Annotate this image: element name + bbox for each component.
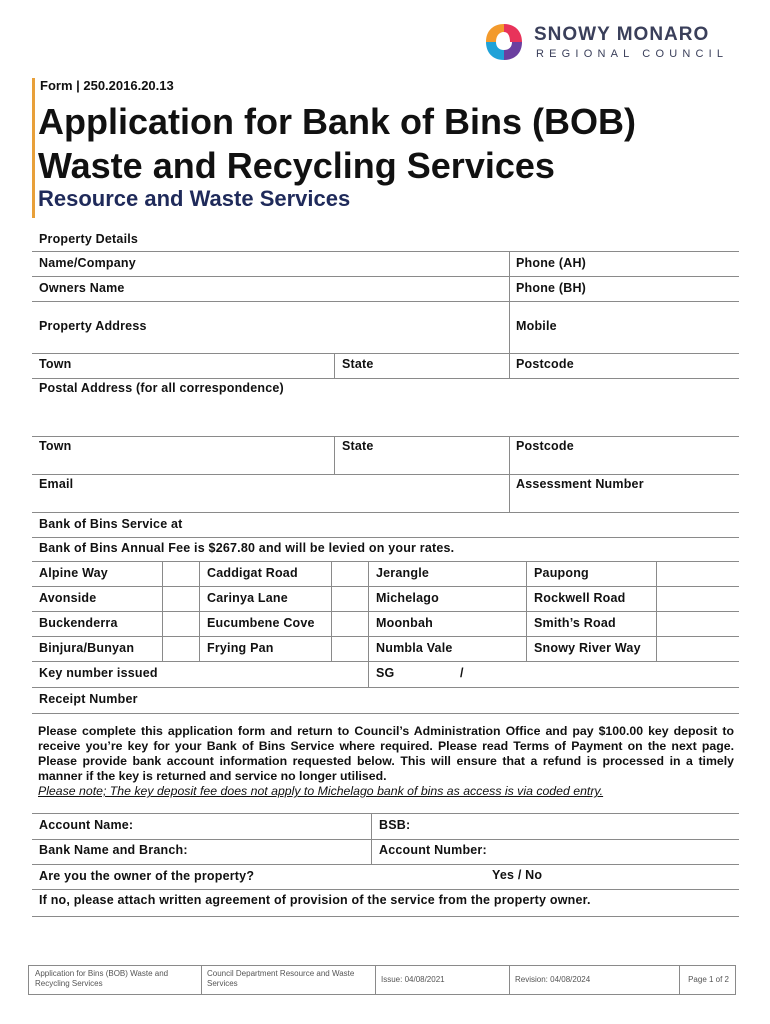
- council-subname: REGIONAL COUNCIL: [536, 48, 729, 60]
- council-logo-mark-icon: [484, 22, 524, 62]
- location-michelago: Michelago: [376, 591, 439, 605]
- checkbox-column-1[interactable]: [163, 562, 199, 660]
- title-line-2: Waste and Recycling Services: [38, 145, 555, 186]
- sg-label: SG: [376, 666, 395, 680]
- town-label: Town: [39, 357, 72, 371]
- owner-agreement-note: If no, please attach written agreement of provision of the service from the property owner.: [39, 893, 591, 907]
- council-name: SNOWY MONARO: [534, 24, 710, 45]
- location-alpine-way: Alpine Way: [39, 566, 108, 580]
- location-smiths-road: Smith’s Road: [534, 616, 616, 630]
- instructions-paragraph: [38, 724, 734, 799]
- footer-issue: Issue: 04/08/2021: [381, 975, 445, 984]
- footer-department: Council Department Resource and Waste Services: [207, 969, 355, 988]
- date-slash: /: [460, 666, 464, 680]
- location-numbla-vale: Numbla Vale: [376, 641, 453, 655]
- page-subtitle: Resource and Waste Services: [38, 186, 351, 211]
- instructions-text: Please complete this application form and return to Council’s Administration Office and pay $100.00 key deposit to receive you’re key for your Bank of Bins Service where required. Please read Terms of Payment on the next page. Please provide bank account information requested below. This will ensure that a refund is processed in a timely manner if the key is returned and service no longer utilised.: [38, 724, 734, 783]
- location-moonbah: Moonbah: [376, 616, 433, 630]
- location-frying-pan: Frying Pan: [207, 641, 274, 655]
- location-snowy-river-way: Snowy River Way: [534, 641, 641, 655]
- phone-ah-label[interactable]: Phone (AH): [516, 256, 587, 270]
- location-avonside: Avonside: [39, 591, 97, 605]
- page-title: [38, 100, 738, 188]
- mobile-label[interactable]: Mobile: [516, 319, 557, 333]
- email-label[interactable]: Email: [39, 477, 74, 491]
- checkbox-column-3[interactable]: [490, 562, 526, 660]
- location-binjura-bunyan: Binjura/Bunyan: [39, 641, 135, 655]
- location-buckenderra: Buckenderra: [39, 616, 118, 630]
- owner-question: Are you the owner of the property?: [39, 869, 255, 883]
- footer-page-number: Page 1 of 2: [688, 975, 729, 984]
- yes-no-choice[interactable]: Yes / No: [492, 868, 543, 882]
- location-jerangle: Jerangle: [376, 566, 430, 580]
- location-caddigat-road: Caddigat Road: [207, 566, 298, 580]
- location-paupong: Paupong: [534, 566, 589, 580]
- title-line-1: Application for Bank of Bins (BOB): [38, 101, 636, 142]
- footer-form-name: Application for Bins (BOB) Waste and Recycling Services: [35, 969, 169, 988]
- receipt-number-label: Receipt Number: [39, 692, 138, 706]
- phone-bh-label[interactable]: Phone (BH): [516, 281, 587, 295]
- account-number-label[interactable]: Account Number:: [379, 843, 487, 857]
- header-accent-bar: [32, 78, 35, 218]
- postal-address-label: Postal Address (for all correspondence): [39, 381, 284, 395]
- location-eucumbene-cove: Eucumbene Cove: [207, 616, 315, 630]
- bsb-label[interactable]: BSB:: [379, 818, 411, 832]
- postcode-label[interactable]: Postcode: [516, 357, 574, 371]
- property-details-heading: Property Details: [39, 232, 139, 246]
- footer-revision: Revision: 04/08/2024: [515, 975, 591, 984]
- key-number-label: Key number issued: [39, 666, 158, 680]
- service-at-label: Bank of Bins Service at: [39, 517, 183, 531]
- name-company-label: Name/Company: [39, 256, 136, 270]
- page-footer: [28, 965, 736, 995]
- council-logo: [484, 22, 734, 68]
- annual-fee-text: Bank of Bins Annual Fee is $267.80 and will be levied on your rates.: [39, 541, 455, 555]
- checkbox-column-2[interactable]: [332, 562, 368, 660]
- checkbox-column-4[interactable]: [657, 562, 739, 660]
- account-name-label[interactable]: Account Name:: [39, 818, 134, 832]
- postal-postcode-label[interactable]: Postcode: [516, 439, 574, 453]
- location-rockwell-road: Rockwell Road: [534, 591, 626, 605]
- form-number: Form | 250.2016.20.13: [40, 78, 174, 93]
- postal-state-label: State: [342, 439, 374, 453]
- bank-branch-label[interactable]: Bank Name and Branch:: [39, 843, 188, 857]
- postal-town-label: Town: [39, 439, 72, 453]
- instructions-note: Please note; The key deposit fee does not apply to Michelago bank of bins as access is via coded entry.: [38, 784, 604, 798]
- location-carinya-lane: Carinya Lane: [207, 591, 288, 605]
- owners-name-label: Owners Name: [39, 281, 125, 295]
- property-address-label: Property Address: [39, 319, 147, 333]
- assessment-number-label[interactable]: Assessment Number: [516, 477, 644, 491]
- state-label: State: [342, 357, 374, 371]
